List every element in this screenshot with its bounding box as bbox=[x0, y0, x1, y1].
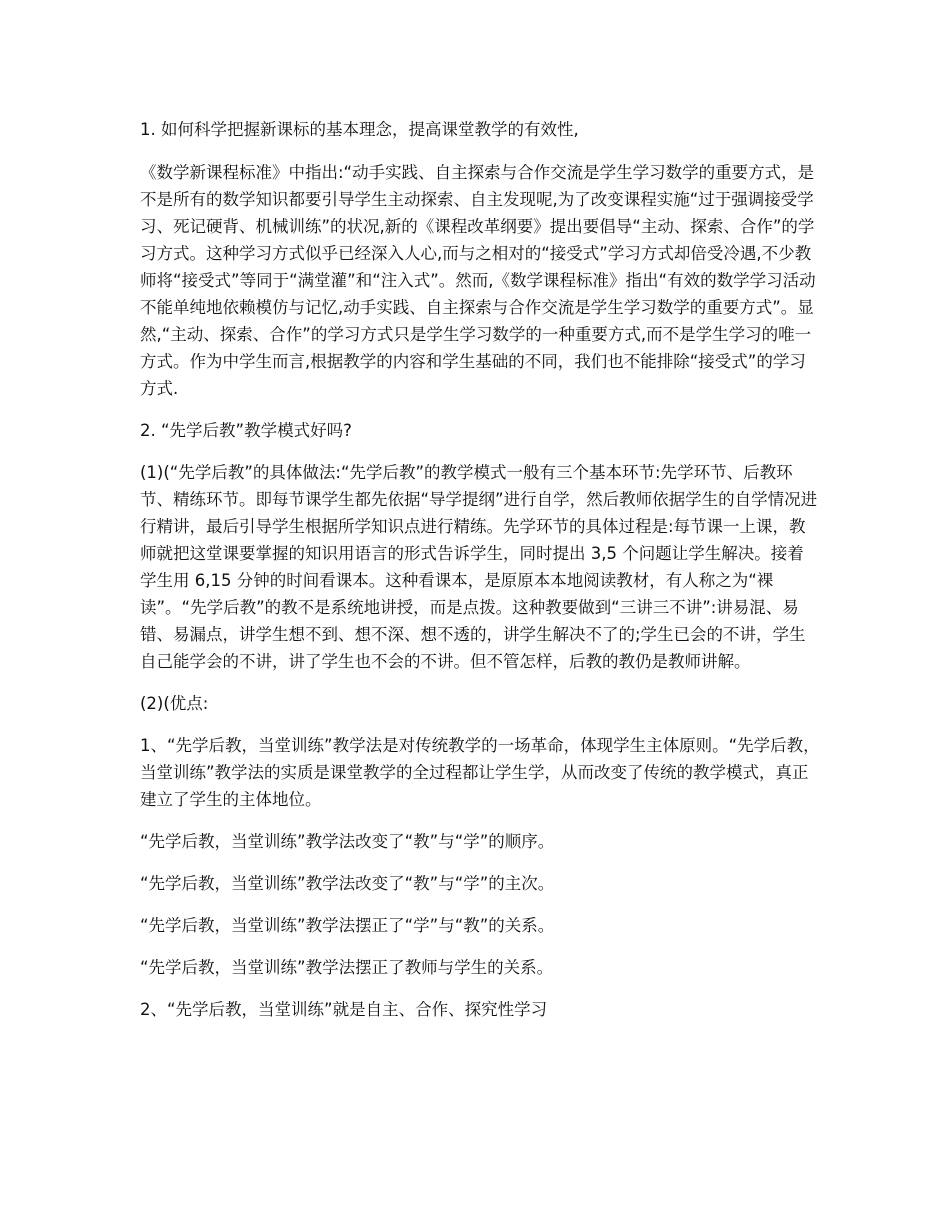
paragraph-curriculum-standard: 《数学新课程标准》中指出:“动手实践、自主探索与合作交流是学生学习数学的重要方式，是不是所有的数学知识都要引导学生主动探索、自主发现呢,为了改变课程实施“过于强调接受学习、死记硬背、机械训练”的状况,新的《课程改革纲要》提出要倡导“主动、探索、合作”的学习方式。这种学习方式似乎已经深入人心,而与之相对的“接受式”学习方式却倍受冷遇,不少教师将“接受式”等同于“满堂灌”和“注入式”。然而,《数学课程标准》指出“有效的数学学习活动不能单纯地依赖模仿与记忆,动手实践、自主探索与合作交流是学生学习数学的重要方式”。显然,“主动、探索、合作”的学习方式只是学生学习数学的一种重要方式,而不是学生学习的唯一方式。作为中学生而言,根据教学的内容和学生基础的不同，我们也不能排除“接受式”的学习方式. bbox=[140, 163, 816, 398]
sub-heading-advantages: (2)(优点: bbox=[140, 694, 209, 713]
paragraph-practice-method: (1)(“先学后教”的具体做法:“先学后教”的教学模式一般有三个基本环节:先学环节、后教环节、精练环节。即每节课学生都先依据“导学提纲”进行自学，然后教师依据学生的自学情况进行精讲，最后引导学生根据所学知识点进行精练。先学环节的具体过程是:每节课一上课，教师就把这堂课要掌握的知识用语言的形式告诉学生，同时提出 3,5 个问题让学生解决。接着学生用 6,15 分钟的时间看课本。这种看课本，是原原本本地阅读教材，有人称之为“裸读”。“先学后教”的教不是系统地讲授，而是点拨。这种教要做到“三讲三不讲”:讲易混、易错、易漏点，讲学生想不到、想不深、想不透的，讲学生解决不了的;学生已会的不讲，学生自己能学会的不讲，讲了学生也不会的不讲。但不管怎样，后教的教仍是教师讲解。 bbox=[140, 463, 818, 671]
section-heading-1: 1. 如何科学把握新课标的基本理念，提高课堂教学的有效性, bbox=[140, 120, 579, 139]
section-heading-2: 2. “先学后教”教学模式好吗? bbox=[140, 421, 352, 440]
advantage-point: “先学后教，当堂训练”教学法摆正了教师与学生的关系。 bbox=[140, 958, 554, 977]
advantage-2: 2、“先学后教，当堂训练”就是自主、合作、探究性学习 bbox=[140, 1000, 548, 1019]
advantage-point: “先学后教，当堂训练”教学法改变了“教”与“学”的主次。 bbox=[140, 874, 555, 893]
advantage-point: “先学后教，当堂训练”教学法改变了“教”与“学”的顺序。 bbox=[140, 832, 555, 851]
advantage-point: “先学后教，当堂训练”教学法摆正了“学”与“教”的关系。 bbox=[140, 916, 555, 935]
advantage-1: 1、“先学后教，当堂训练”教学法是对传统教学的一场革命，体现学生主体原则。“先学后教，当堂训练”教学法的实质是课堂教学的全过程都让学生学，从而改变了传统的教学模式，真正建立了学生的主体地位。 bbox=[140, 736, 820, 809]
